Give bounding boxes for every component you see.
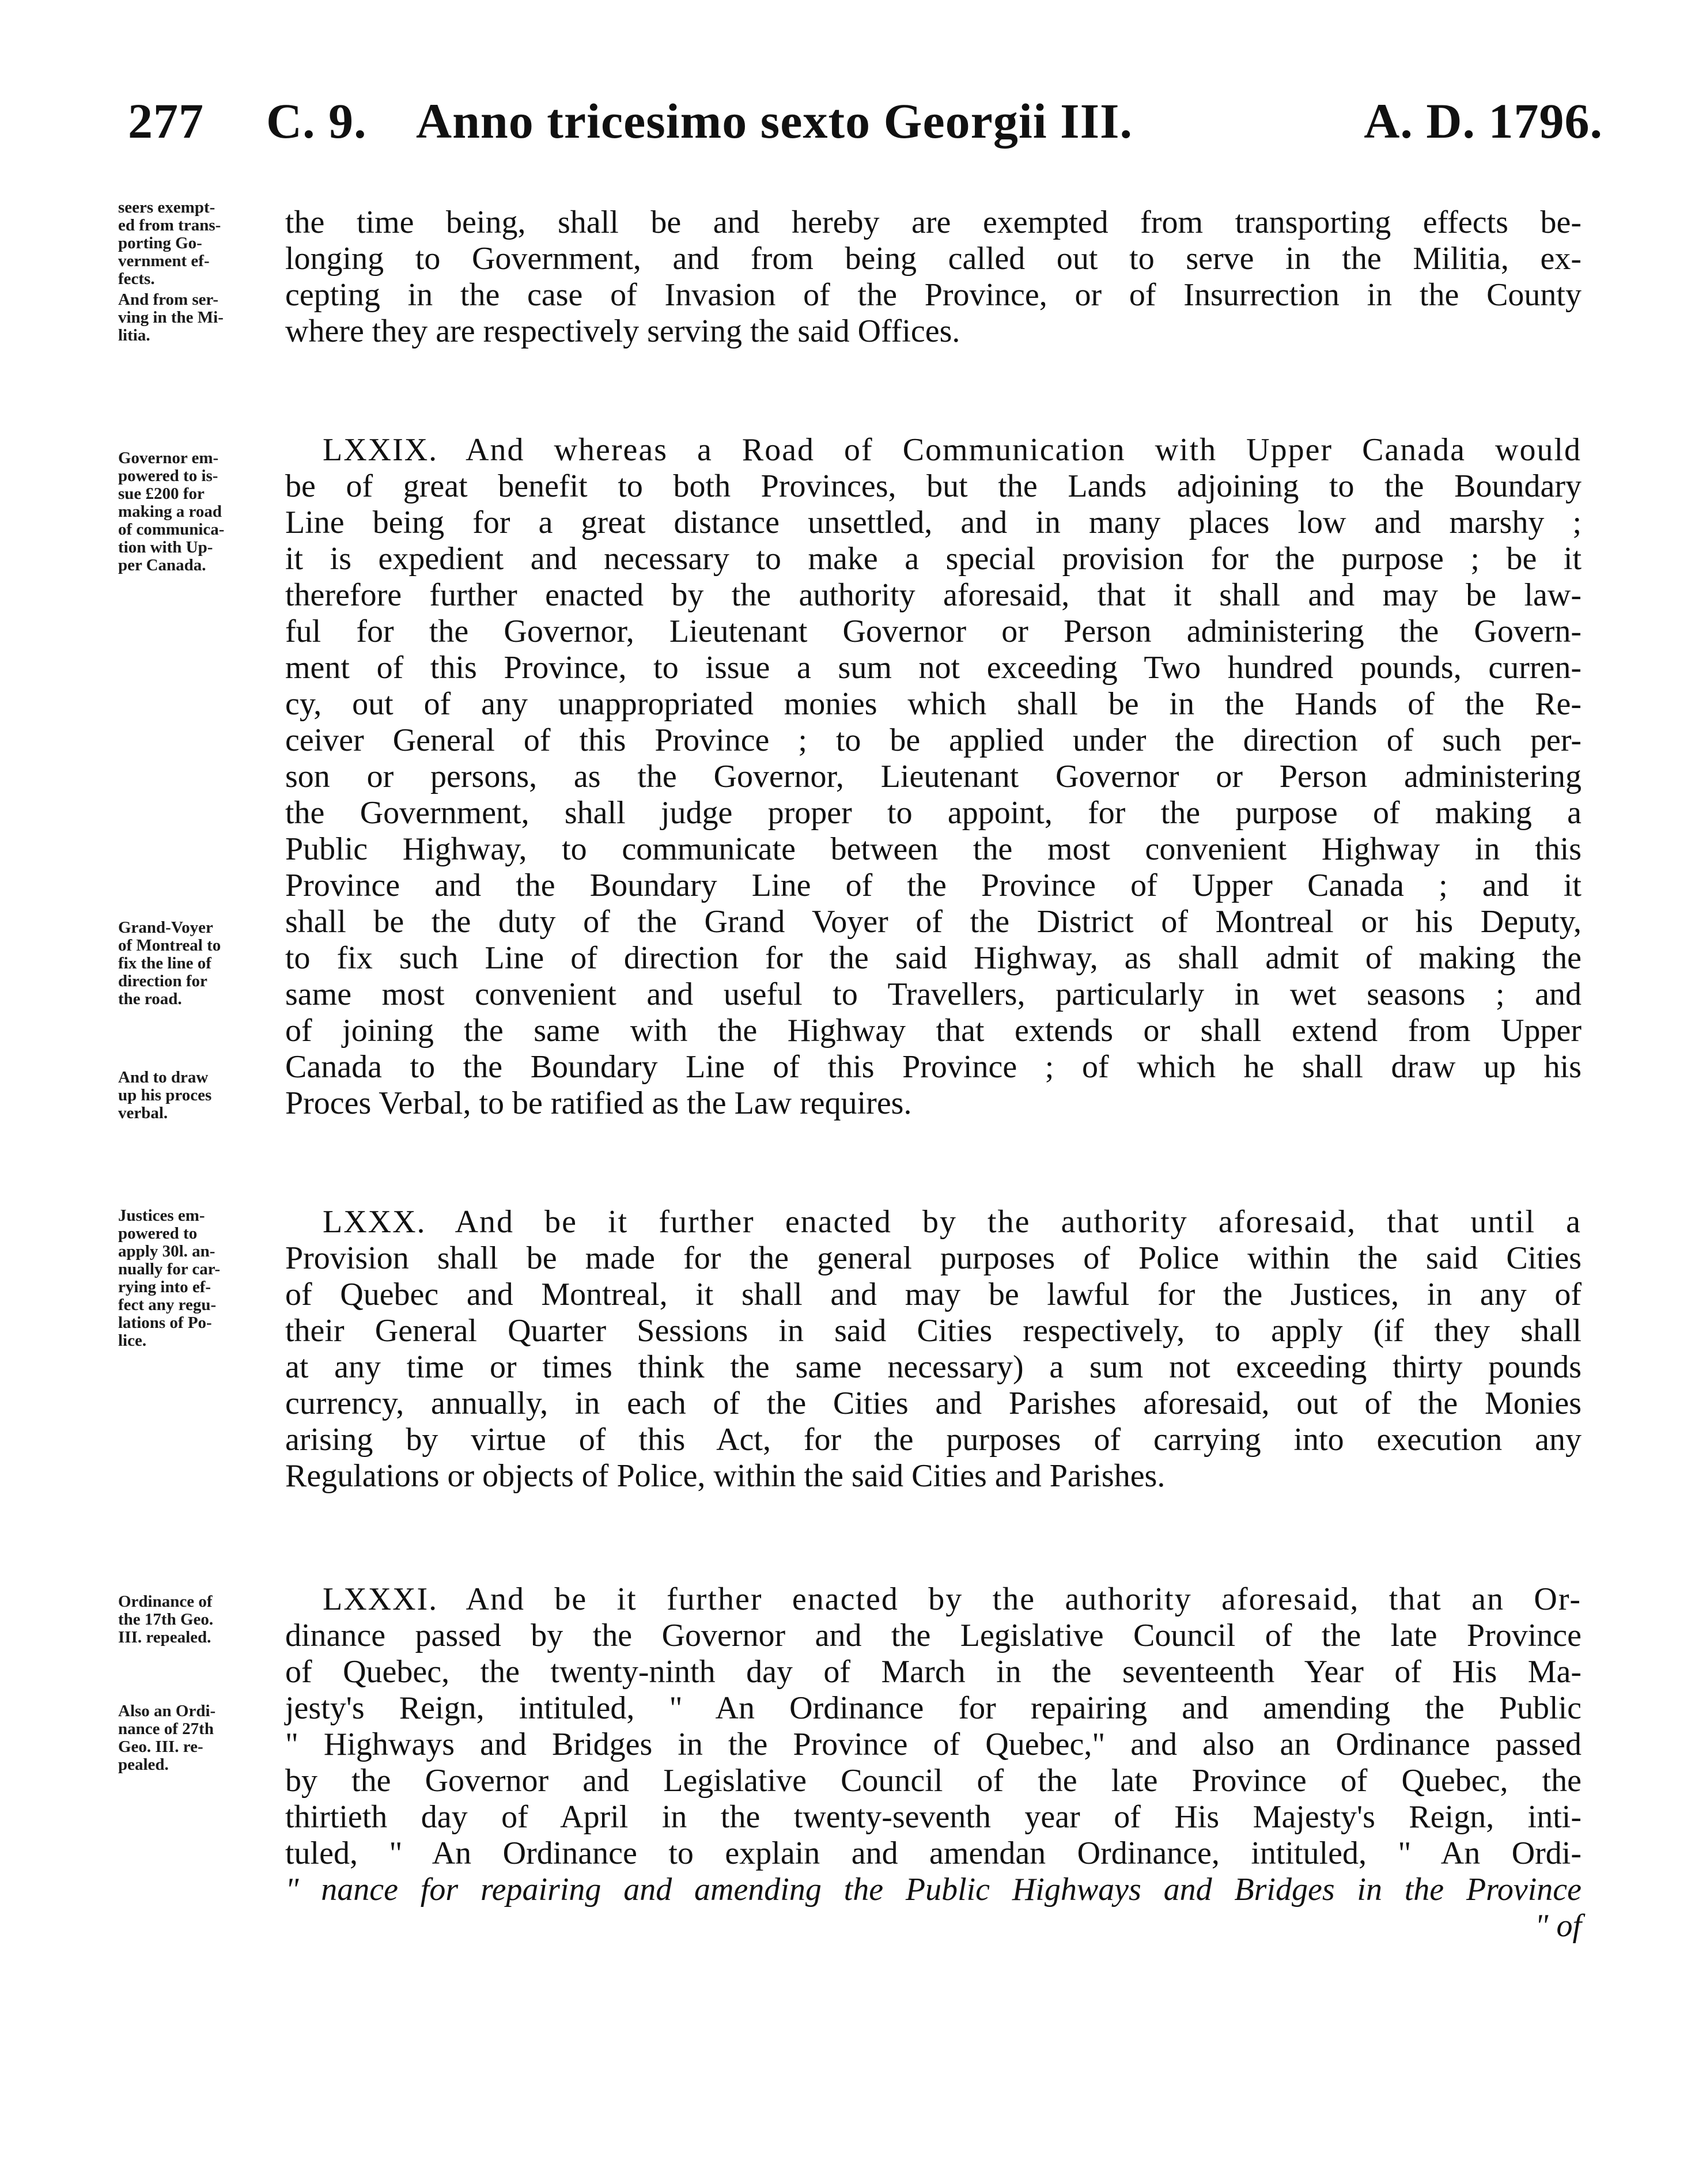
- body-line: dinance passed by the Governor and the Legislative Council of the late Province: [285, 1618, 1582, 1653]
- body-line: son or persons, as the Governor, Lieutenant Governor or Person administering: [285, 759, 1582, 794]
- section-lxxx-first-line: LXXX. And be it further enacted by the authority aforesaid, that until a: [323, 1204, 1582, 1240]
- body-line: Line being for a great distance unsettled, and in many places low and marshy ;: [285, 505, 1582, 540]
- body-line: cepting in the case of Invasion of the Province, or of Insurrection in the County: [285, 277, 1582, 313]
- body-line: thirtieth day of April in the twenty-seventh year of His Majesty's Reign, inti-: [285, 1799, 1582, 1835]
- body-line: " Highways and Bridges in the Province of Quebec," and also an Ordinance passed: [285, 1727, 1582, 1762]
- header-year: A. D. 1796.: [1364, 93, 1603, 149]
- catchword: " of: [1534, 1908, 1582, 1944]
- body-line: at any time or times think the same necessary) a sum not exceeding thirty pounds: [285, 1349, 1582, 1385]
- body-line: of joining the same with the Highway that extends or shall extend from Upper: [285, 1013, 1582, 1049]
- body-line: currency, annually, in each of the Cities and Parishes aforesaid, out of the Monies: [285, 1386, 1582, 1421]
- body-line: " nance for repairing and amending the Public Highways and Bridges in the Province: [285, 1872, 1582, 1907]
- margin-note: Justices em- powered to apply 30l. an- nually for car- rying into ef- fect any regu- lations of Po- lice.: [118, 1206, 221, 1350]
- body-line: jesty's Reign, intituled, " An Ordinance for repairing and amending the Public: [285, 1690, 1582, 1726]
- running-header: [128, 92, 1603, 167]
- body-line: tuled, " An Ordinance to explain and amendan Ordinance, intituled, " An Ordi-: [285, 1835, 1582, 1871]
- margin-note: And to draw up his proces verbal.: [118, 1068, 212, 1122]
- body-line: Provision shall be made for the general purposes of Police within the said Cities: [285, 1240, 1582, 1276]
- body-line: by the Governor and Legislative Council of the late Province of Quebec, the: [285, 1763, 1582, 1799]
- body-line: their General Quarter Sessions in said Cities respectively, to apply (if they shall: [285, 1313, 1582, 1349]
- section-lxxxi-first-line: LXXXI. And be it further enacted by the authority aforesaid, that an Or-: [323, 1581, 1582, 1617]
- body-line: Canada to the Boundary Line of this Province ; of which he shall draw up his: [285, 1049, 1582, 1085]
- body-line: Public Highway, to communicate between the most convenient Highway in this: [285, 831, 1582, 867]
- body-line: the time being, shall be and hereby are exempted from transporting effects be-: [285, 205, 1582, 240]
- body-line: therefore further enacted by the authority aforesaid, that it shall and may be law-: [285, 577, 1582, 613]
- body-line: Regulations or objects of Police, within the said Cities and Parishes.: [285, 1458, 1166, 1494]
- body-line: ful for the Governor, Lieutenant Governor or Person administering the Govern-: [285, 614, 1582, 649]
- body-line: same most convenient and useful to Travellers, particularly in wet seasons ; and: [285, 976, 1582, 1012]
- margin-note: Also an Ordi- nance of 27th Geo. III. re- pealed.: [118, 1702, 216, 1774]
- body-line: arising by virtue of this Act, for the purposes of carrying into execution any: [285, 1422, 1582, 1458]
- page-number: 277: [128, 93, 204, 149]
- body-line: cy, out of any unappropriated monies which shall be in the Hands of the Re-: [285, 686, 1582, 722]
- body-line: longing to Government, and from being called out to serve in the Militia, ex-: [285, 241, 1582, 277]
- body-line: where they are respectively serving the said Offices.: [285, 313, 960, 349]
- body-line: to fix such Line of direction for the said Highway, as shall admit of making the: [285, 940, 1582, 976]
- body-line: ment of this Province, to issue a sum not exceeding Two hundred pounds, curren-: [285, 650, 1582, 686]
- margin-note: And from ser- ving in the Mi- litia.: [118, 290, 224, 345]
- body-line: of Quebec and Montreal, it shall and may be lawful for the Justices, in any of: [285, 1277, 1582, 1312]
- margin-note: Ordinance of the 17th Geo. III. repealed.: [118, 1592, 214, 1646]
- chapter-number: C. 9.: [266, 93, 367, 149]
- margin-note: Grand-Voyer of Montreal to fix the line of direction for the road.: [118, 918, 221, 1008]
- section-lxxix-first-line: LXXIX. And whereas a Road of Communication with Upper Canada would: [323, 432, 1582, 468]
- body-line: Proces Verbal, to be ratified as the Law requires.: [285, 1085, 912, 1121]
- margin-note: Governor em- powered to is- sue £200 for making a road of communica- tion with Up- per Canada.: [118, 449, 225, 574]
- body-line: the Government, shall judge proper to appoint, for the purpose of making a: [285, 795, 1582, 831]
- header-title: Anno tricesimo sexto Georgii III.: [416, 93, 1133, 149]
- body-line: it is expedient and necessary to make a special provision for the purpose ; be it: [285, 541, 1582, 577]
- margin-note: seers exempt- ed from trans- porting Go- vernment ef- fects.: [118, 198, 221, 288]
- body-line: of Quebec, the twenty-ninth day of March in the seventeenth Year of His Ma-: [285, 1654, 1582, 1690]
- body-line: shall be the duty of the Grand Voyer of the District of Montreal or his Deputy,: [285, 904, 1582, 940]
- body-line: be of great benefit to both Provinces, but the Lands adjoining to the Boundary: [285, 468, 1582, 504]
- body-line: ceiver General of this Province ; to be applied under the direction of such per-: [285, 722, 1582, 758]
- body-line: Province and the Boundary Line of the Province of Upper Canada ; and it: [285, 868, 1582, 903]
